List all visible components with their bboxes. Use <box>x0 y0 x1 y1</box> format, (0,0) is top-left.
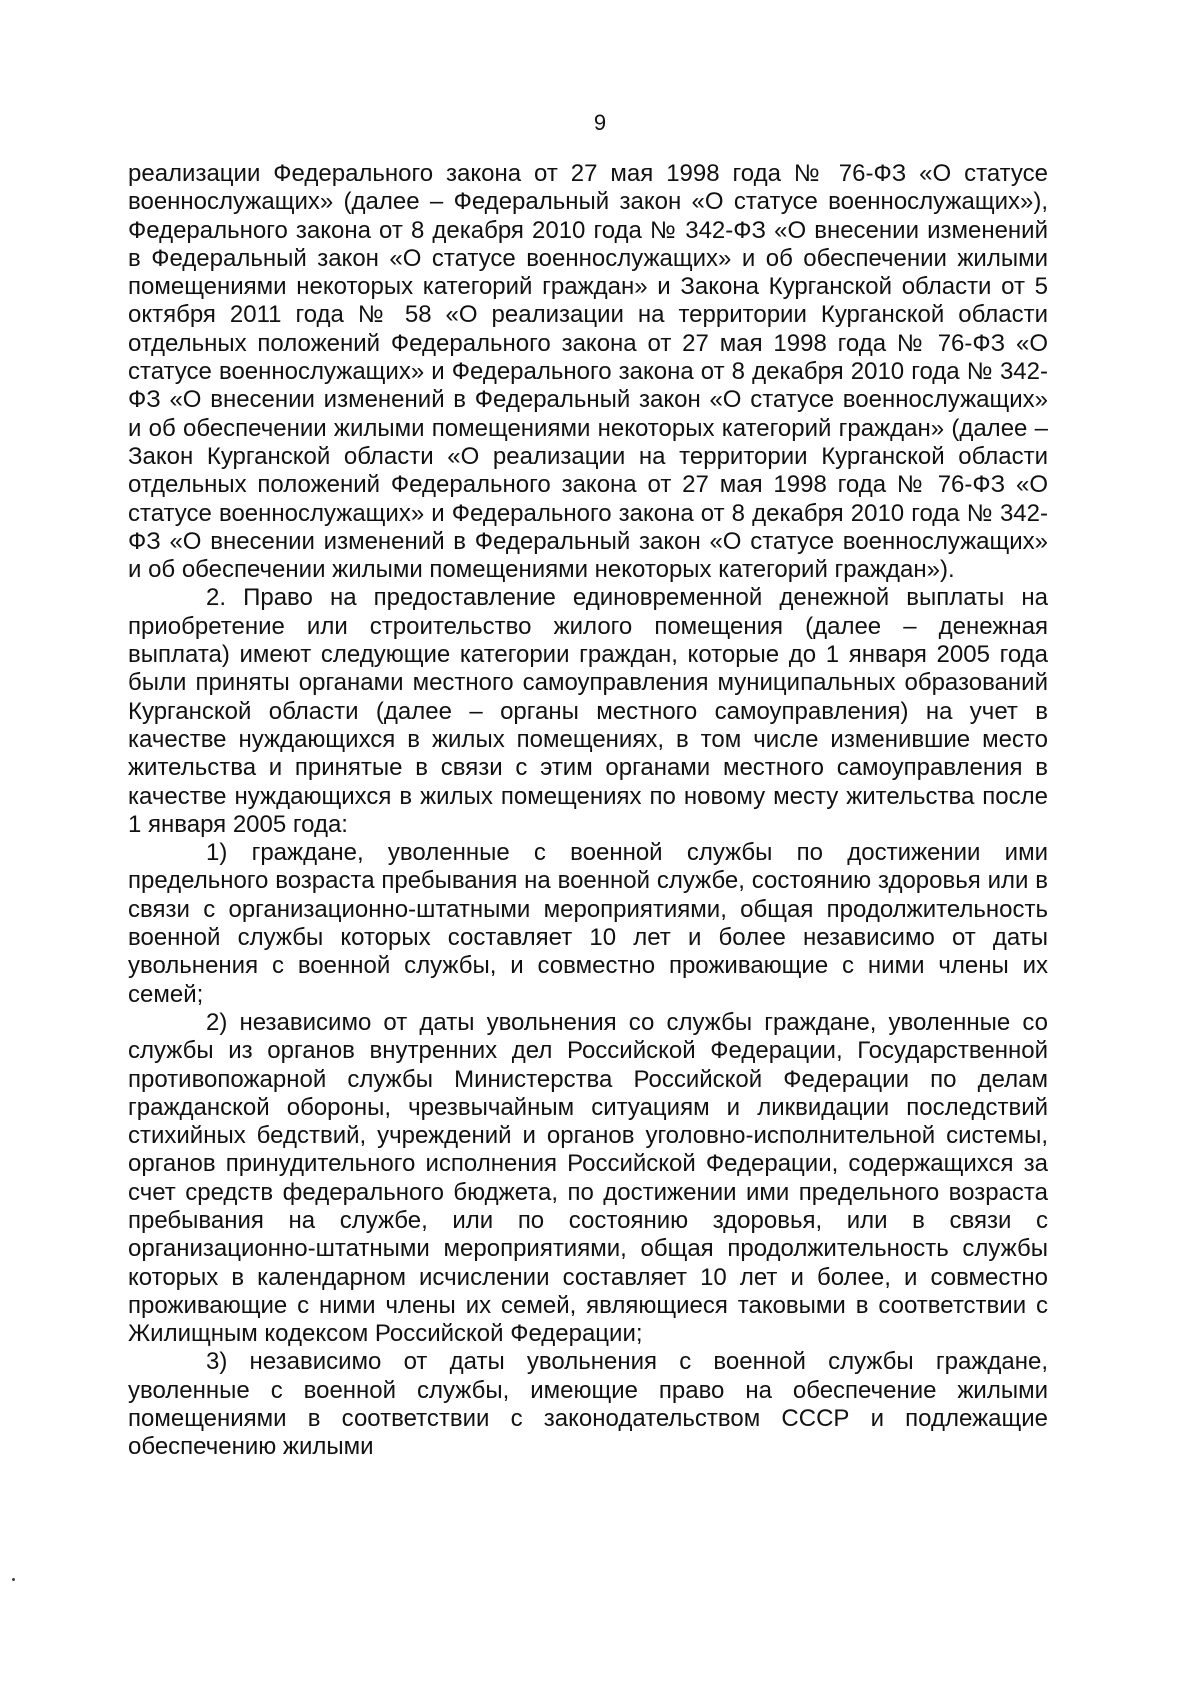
scan-speck <box>12 1578 15 1581</box>
paragraph-section-2: 2. Право на предоставление единовременной денежной выплаты на приобретение или строительство жилого помещения (далее – денежная выплата) имеют следующие категории граждан, которые до 1 января 2005 года были приняты органами местного самоуправления муниципальных образований Курганской области (далее – органы местного самоуправления) на учет в качестве нуждающихся в жилых помещениях, в том числе изменившие место жительства и принятые в связи с этим органами местного самоуправления в качестве нуждающихся в жилых помещениях по новому месту жительства после 1 января 2005 года: <box>128 584 1048 838</box>
document-body <box>128 160 1048 1462</box>
paragraph-continuation: реализации Федерального закона от 27 мая 1998 года № 76-ФЗ «О статусе военнослужащих» (далее – Федеральный закон «О статусе военнослужащих»), Федерального закона от 8 декабря 2010 года № 342-ФЗ «О внесении изменений в Федеральный закон «О статусе военнослужащих» и об обеспечении жилыми помещениями некоторых категорий граждан» и Закона Курганской области от 5 октября 2011 года № 58 «О реализации на территории Курганской области отдельных положений Федерального закона от 27 мая 1998 года № 76-ФЗ «О статусе военнослужащих» и Федерального закона от 8 декабря 2010 года № 342-ФЗ «О внесении изменений в Федеральный закон «О статусе военнослужащих» и об обеспечении жилыми помещениями некоторых категорий граждан» (далее – Закон Курганской области «О реализации на территории Курганской области отдельных положений Федерального закона от 27 мая 1998 года № 76-ФЗ «О статусе военнослужащих» и Федерального закона от 8 декабря 2010 года № 342-ФЗ «О внесении изменений в Федеральный закон «О статусе военнослужащих» и об обеспечении жилыми помещениями некоторых категорий граждан»). <box>128 160 1048 584</box>
page-number: 9 <box>593 110 607 135</box>
paragraph-item-3: 3) независимо от даты увольнения с военной службы граждане, уволенные с военной службы, имеющие право на обеспечение жилыми помещениями в соответствии с законодательством СССР и подлежащие обеспечению жилыми <box>128 1348 1048 1461</box>
paragraph-item-2: 2) независимо от даты увольнения со службы граждане, уволенные со службы из органов внутренних дел Российской Федерации, Государственной противопожарной службы Министерства Российской Федерации по делам гражданской обороны, чрезвычайным ситуациям и ликвидации последствий стихийных бедствий, учреждений и органов уголовно-исполнительной системы, органов принудительного исполнения Российской Федерации, содержащихся за счет средств федерального бюджета, по достижении ими предельного возраста пребывания на службе, или по состоянию здоровья, или в связи с организационно-штатными мероприятиями, общая продолжительность службы которых в календарном исчислении составляет 10 лет и более, и совместно проживающие с ними члены их семей, являющиеся таковыми в соответствии с Жилищным кодексом Российской Федерации; <box>128 1008 1048 1348</box>
paragraph-item-1: 1) граждане, уволенные с военной службы по достижении ими предельного возраста пребывания на военной службе, состоянию здоровья или в связи с организационно-штатными мероприятиями, общая продолжительность военной службы которых составляет 10 лет и более независимо от даты увольнения с военной службы, и совместно проживающие с ними члены их семей; <box>128 839 1048 1008</box>
